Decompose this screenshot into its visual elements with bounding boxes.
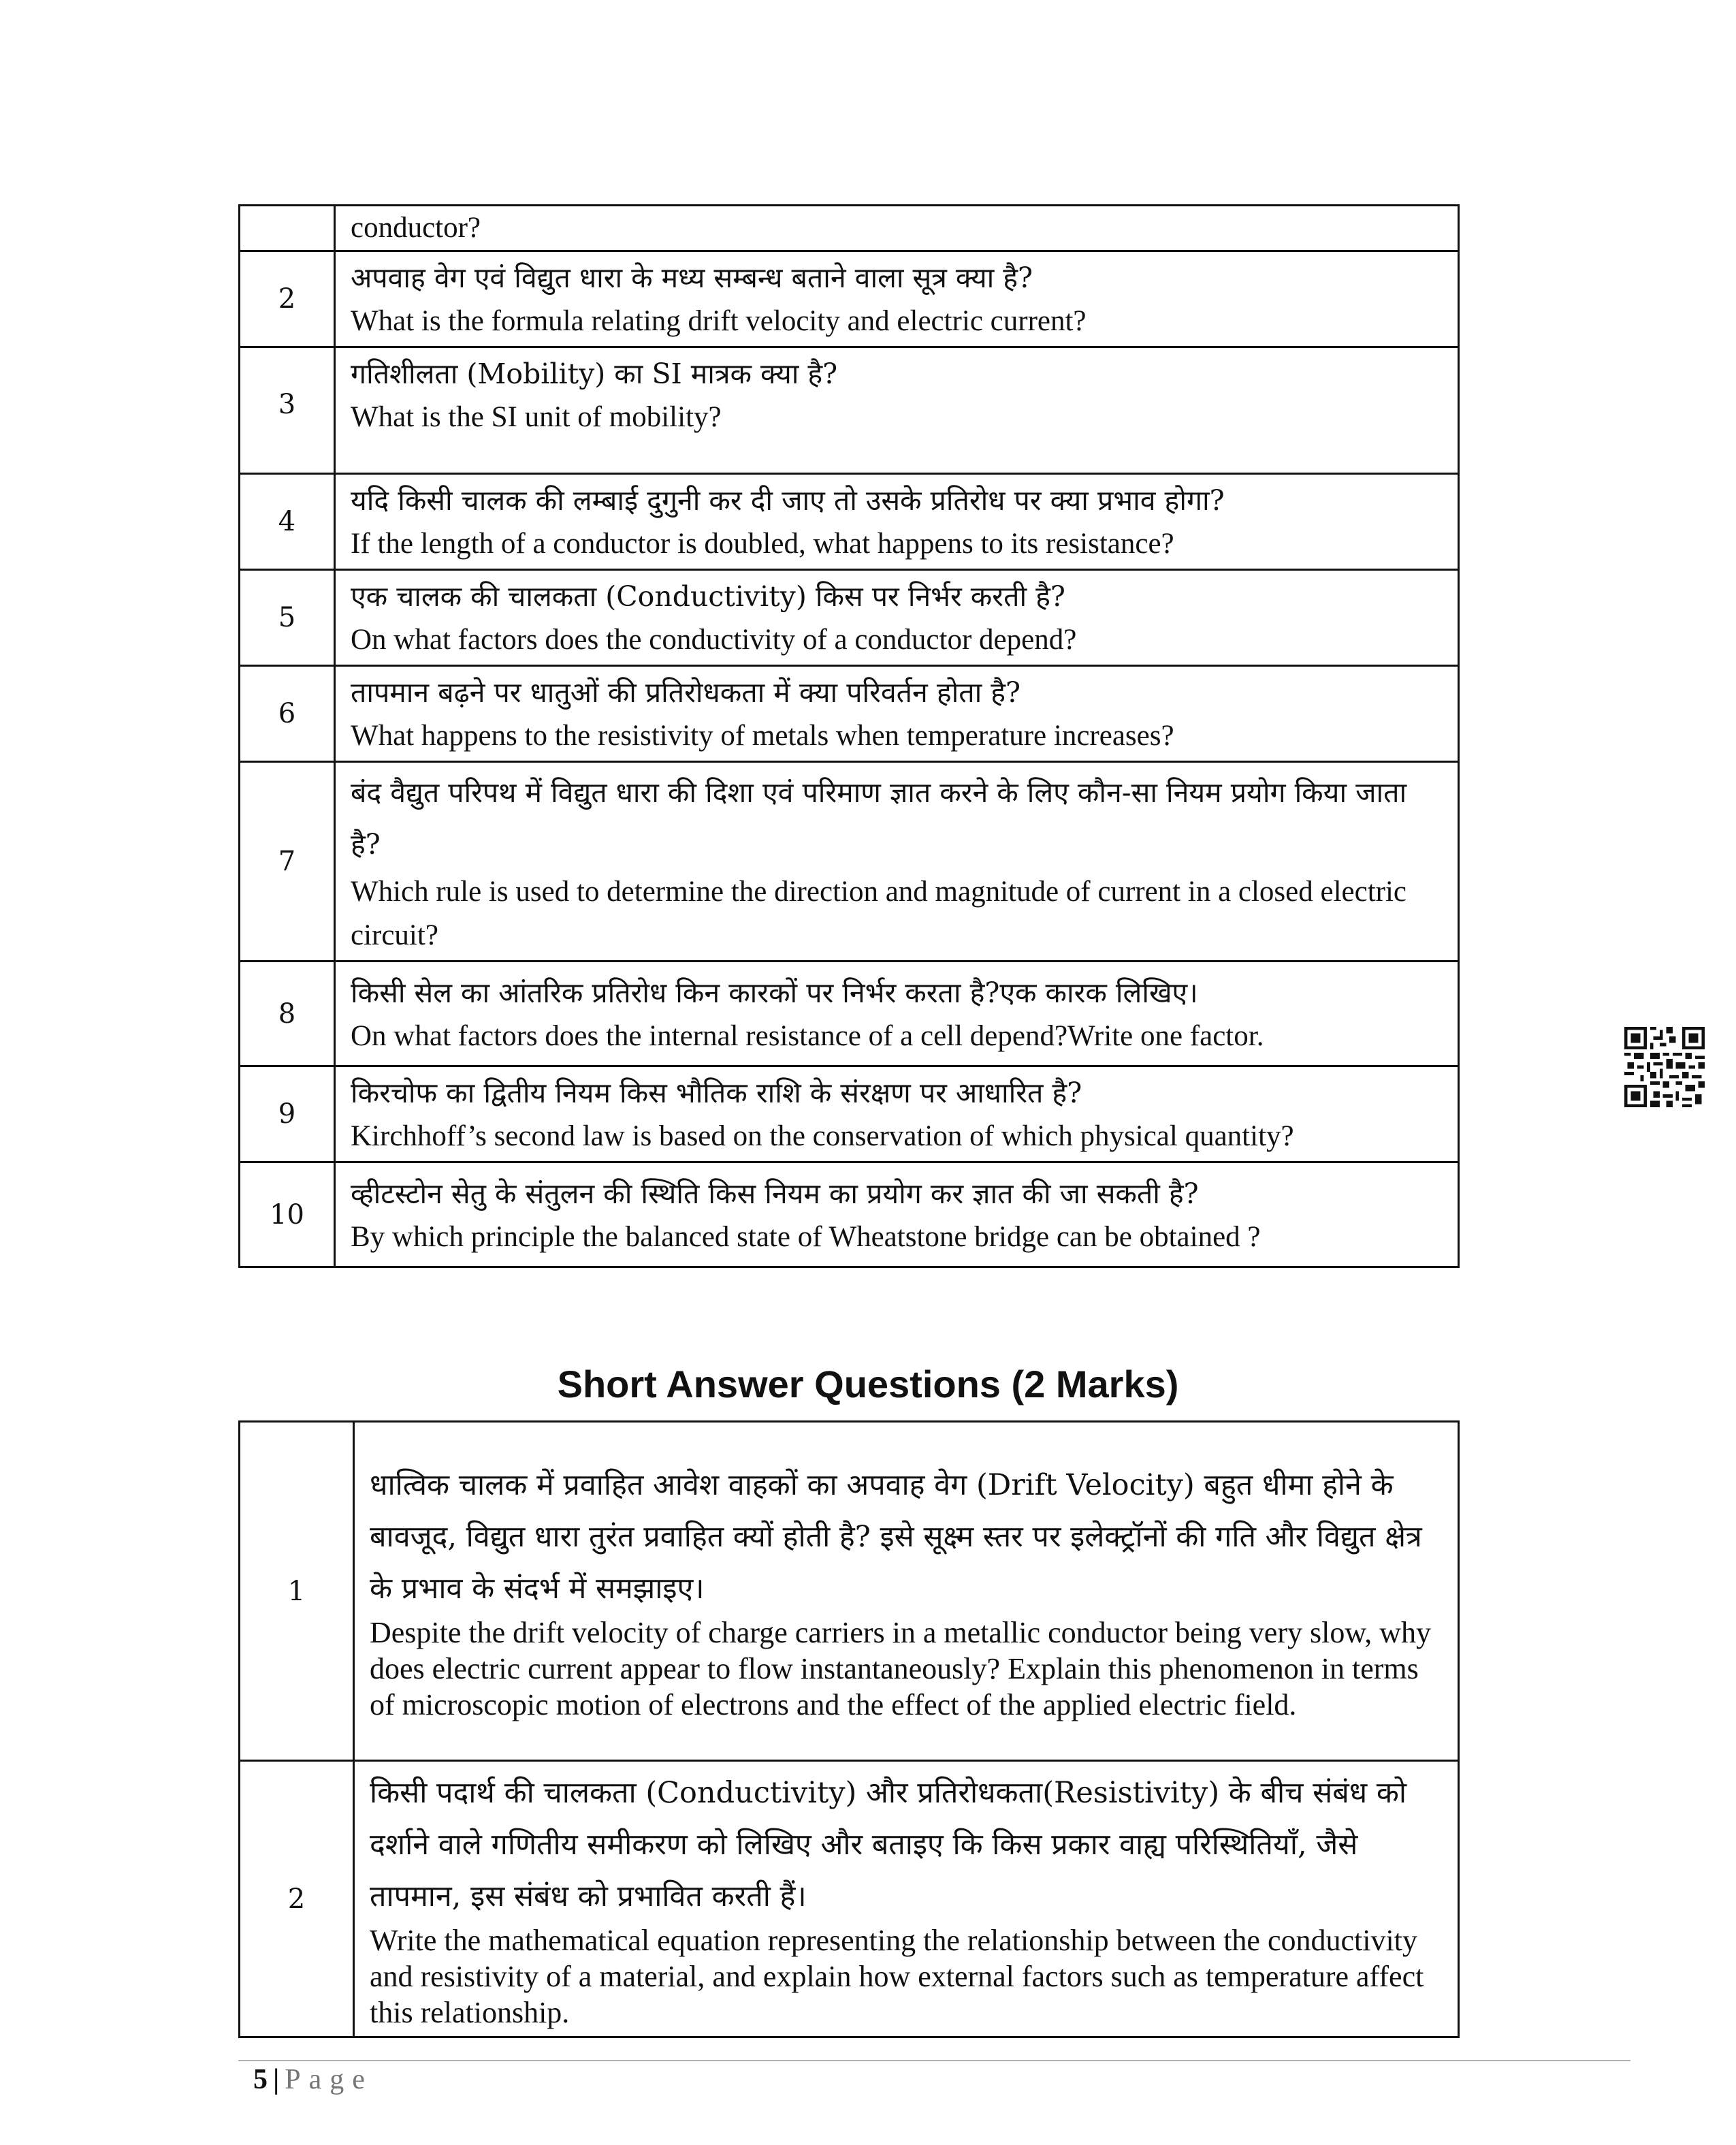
question-cell	[335, 474, 1459, 570]
question-english: On what factors does the internal resistance of a cell depend?Write one factor.	[351, 1019, 1264, 1052]
question-hindi: तापमान बढ़ने पर धातुओं की प्रतिरोधकता में क्या परिवर्तन होता है?	[351, 676, 1020, 709]
page-footer	[253, 2063, 373, 2096]
question-cell	[335, 762, 1459, 962]
question-number: 2	[240, 1761, 354, 2037]
section-title: Short Answer Questions (2 Marks)	[557, 1363, 1179, 1405]
table-row	[240, 1422, 1459, 1761]
question-english: Which rule is used to determine the direction and magnitude of current in a closed electric circuit?	[351, 876, 1407, 951]
table-row	[240, 570, 1459, 666]
question-english: By which principle the balanced state of Wheatstone bridge can be obtained ?	[351, 1220, 1261, 1253]
table-row	[240, 1162, 1459, 1267]
question-cell	[335, 1066, 1459, 1162]
question-english: What is the formula relating drift velocity and electric current?	[351, 305, 1087, 337]
question-number: 7	[240, 762, 335, 962]
table-row	[240, 762, 1459, 962]
question-hindi: एक चालक की चालकता (Conductivity) किस पर निर्भर करती है?	[351, 580, 1065, 613]
question-cell	[335, 962, 1459, 1066]
question-hindi: किरचोफ का द्वितीय नियम किस भौतिक राशि के संरक्षण पर आधारित है?	[351, 1077, 1082, 1109]
question-cell	[354, 1422, 1459, 1761]
question-hindi: यदि किसी चालक की लम्बाई दुगुनी कर दी जाए तो उसके प्रतिरोध पर क्या प्रभाव होगा?	[351, 484, 1225, 517]
question-number: 9	[240, 1066, 335, 1162]
question-cell	[335, 206, 1459, 251]
table-row	[240, 474, 1459, 570]
question-hindi: व्हीटस्टोन सेतु के संतुलन की स्थिति किस नियम का प्रयोग कर ज्ञात की जा सकती है?	[351, 1177, 1199, 1210]
table-row	[240, 347, 1459, 474]
question-cell	[335, 347, 1459, 474]
question-hindi: किसी पदार्थ की चालकता (Conductivity) और प्रतिरोधकता(Resistivity) के बीच संबंध को दर्शाने वाले गणितीय समीकरण को लिखिए और बताइए कि किस प्रकार वाह्य परिस्थितियाँ, जैसे तापमान, इस संबंध को प्रभावित करती हैं।	[370, 1776, 1407, 1913]
question-english: If the length of a conductor is doubled, what happens to its resistance?	[351, 528, 1174, 560]
table-row	[240, 206, 1459, 251]
question-hindi: धात्विक चालक में प्रवाहित आवेश वाहकों का अपवाह वेग (Drift Velocity) बहुत धीमा होने के बावजूद, विद्युत धारा तुरंत प्रवाहित क्यों होती है? इसे सूक्ष्म स्तर पर इलेक्ट्रॉनों की गति और विद्युत क्षेत्र के प्रभाव के संदर्भ में समझाइए।	[370, 1468, 1422, 1606]
question-english: What happens to the resistivity of metals when temperature increases?	[351, 720, 1174, 752]
question-english: What is the SI unit of mobility?	[351, 401, 722, 433]
question-number: 3	[240, 347, 335, 474]
question-cell	[335, 666, 1459, 762]
question-hindi: गतिशीलता (Mobility) का SI मात्रक क्या है?	[351, 358, 838, 390]
question-cell	[354, 1761, 1459, 2037]
question-number: 4	[240, 474, 335, 570]
question-number: 1	[240, 1422, 354, 1761]
question-hindi: अपवाह वेग एवं विद्युत धारा के मध्य सम्बन्ध बताने वाला सूत्र क्या है?	[351, 261, 1033, 294]
question-number	[240, 206, 335, 251]
question-number: 6	[240, 666, 335, 762]
question-english: conductor?	[351, 212, 481, 244]
question-english: Write the mathematical equation representing the relationship between the conductivity and resistivity of a material, and explain how external factors such as temperature affect this relationship.	[370, 1924, 1424, 2029]
question-cell	[335, 570, 1459, 666]
table-row	[240, 1066, 1459, 1162]
question-hindi: किसी सेल का आंतरिक प्रतिरोध किन कारकों पर निर्भर करता है?एक कारक लिखिए।	[351, 976, 1198, 1009]
short-answer-questions-table	[238, 1420, 1460, 2038]
table-row	[240, 1761, 1459, 2037]
footer-divider	[238, 2060, 1630, 2061]
page-number: 5	[253, 2064, 268, 2095]
question-number: 5	[240, 570, 335, 666]
table-row	[240, 251, 1459, 347]
question-number: 8	[240, 962, 335, 1066]
question-english: Kirchhoff’s second law is based on the conservation of which physical quantity?	[351, 1120, 1294, 1152]
very-short-questions-table	[238, 204, 1460, 1268]
question-number: 2	[240, 251, 335, 347]
question-english: On what factors does the conductivity of a conductor depend?	[351, 624, 1077, 656]
question-number: 10	[240, 1162, 335, 1267]
table-row	[240, 666, 1459, 762]
question-english: Despite the drift velocity of charge carriers in a metallic conductor being very slow, why does electric current appear to flow instantaneously? Explain this phenomenon in terms of microscopic motion of electrons and the effect of the applied electric field.	[370, 1616, 1432, 1721]
table-row	[240, 962, 1459, 1066]
footer-separator: |	[273, 2064, 280, 2095]
page-label: Page	[285, 2064, 373, 2095]
question-hindi: बंद वैद्युत परिपथ में विद्युत धारा की दिशा एवं परिमाण ज्ञात करने के लिए कौन-सा नियम प्रयोग किया जाता है?	[351, 776, 1407, 861]
question-cell	[335, 251, 1459, 347]
qr-code-icon	[1624, 1027, 1705, 1107]
question-cell	[335, 1162, 1459, 1267]
